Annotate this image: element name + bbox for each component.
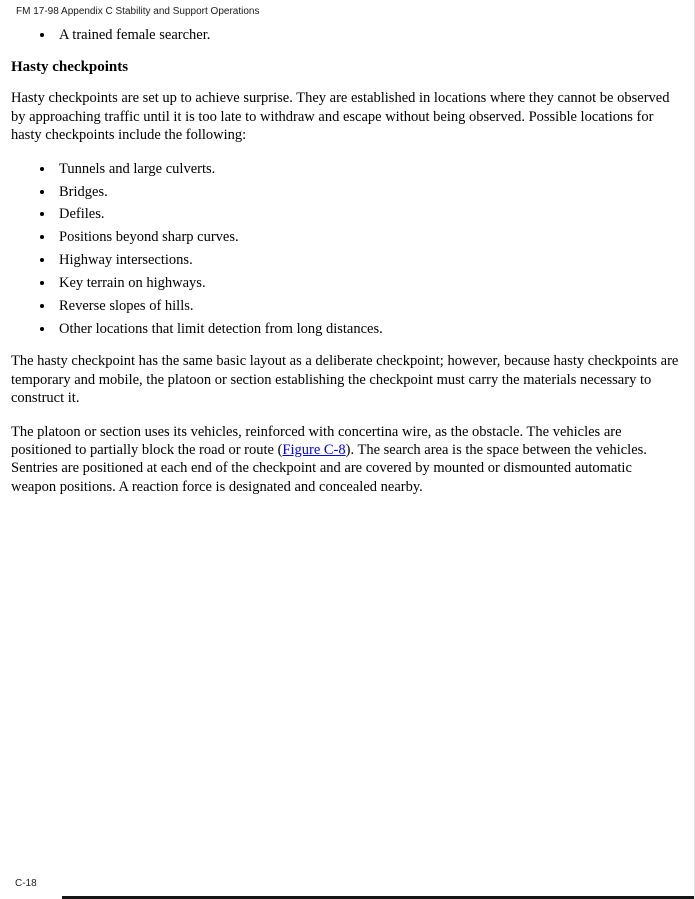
paragraph-text: The platoon or section uses its vehicles, reinforced with concertina wire, as the obstacle. The vehicles are positioned to partially block the road or route ( bbox=[11, 423, 622, 458]
paragraph-hasty-intro: Hasty checkpoints are set up to achieve surprise. They are established in locations where they cannot be observed by approaching traffic until it is too late to withdraw and escape without being observed. Possible locations for hasty checkpoints include the following: bbox=[11, 90, 670, 144]
list-item: • Highway intersections. bbox=[55, 251, 680, 269]
list-item: • Defiles. bbox=[55, 205, 680, 223]
figure-c8-link[interactable]: Figure C-8 bbox=[282, 442, 346, 458]
list-item: • A trained female searcher. bbox=[55, 26, 680, 44]
list-item: • Positions beyond sharp curves. bbox=[55, 228, 680, 246]
list-item: • Tunnels and large culverts. bbox=[55, 160, 680, 178]
paragraph-text: ). The search area is the space between the vehicles. Sentries are positioned at each end of the checkpoint and are covered by mounted or dismounted automatic weapon positions. A reaction force is designated and concealed nearby. bbox=[11, 442, 647, 495]
page-number: C-18 bbox=[15, 878, 37, 889]
paragraph-layout: The hasty checkpoint has the same basic layout as a deliberate checkpoint; however, because hasty checkpoints are temporary and mobile, the platoon or section establishing the checkpoint must carry the materials necessary to construct it. bbox=[11, 353, 679, 407]
list-item: • Bridges. bbox=[55, 183, 680, 201]
list-item: • Key terrain on highways. bbox=[55, 274, 680, 292]
running-header: FM 17-98 Appendix C Stability and Support Operations bbox=[16, 6, 260, 17]
locations-bullet-list bbox=[11, 160, 680, 339]
list-item: • Reverse slopes of hills. bbox=[55, 297, 680, 315]
paragraph-vehicles bbox=[11, 423, 680, 497]
intro-bullet-list bbox=[11, 26, 680, 44]
section-heading: Hasty checkpoints bbox=[11, 59, 129, 76]
list-item: • Other locations that limit detection from long distances. bbox=[55, 320, 680, 338]
